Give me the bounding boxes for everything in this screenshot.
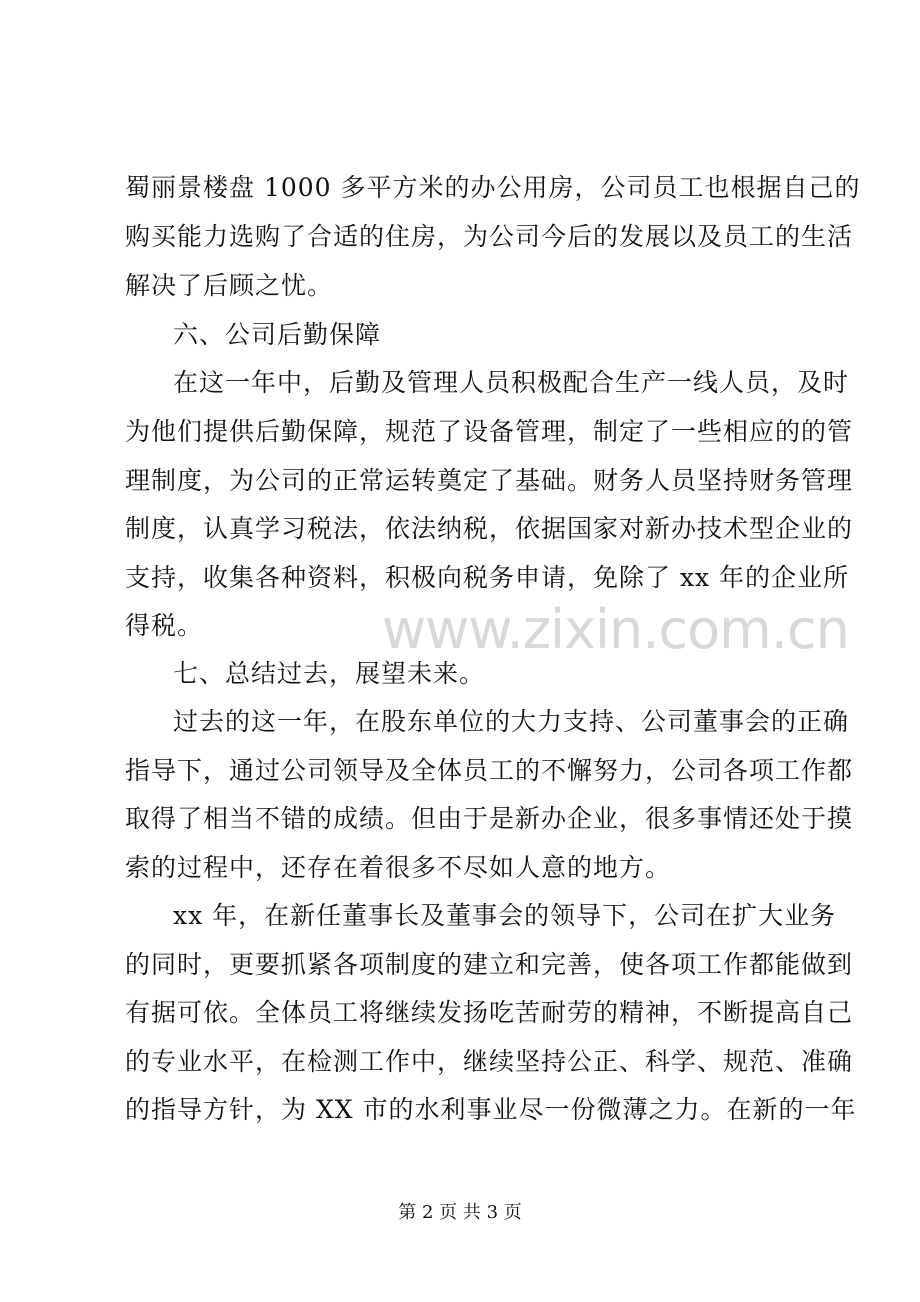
text-line: 得税。 xyxy=(125,611,204,640)
text-line: 过去的这一年，在股东单位的大力支持、公司董事会的正确 xyxy=(173,707,850,736)
text-line: 理制度，为公司的正常运转奠定了基础。财务人员坚持财务管理 xyxy=(125,466,854,495)
text-line: 为他们提供后勤保障，规范了设备管理，制定了一些相应的的管 xyxy=(125,417,854,446)
text-line: 蜀丽景楼盘 1000 多平方米的办公用房，公司员工也根据自己的 xyxy=(125,173,861,202)
text-line: 指导下，通过公司领导及全体员工的不懈努力，公司各项工作都 xyxy=(125,756,854,785)
text-line: 制度，认真学习税法，依法纳税，依据国家对新办技术型企业的 xyxy=(125,514,854,543)
text-line: 解决了后顾之忧。 xyxy=(125,271,334,300)
text-line: 支持，收集各种资料，积极向税务申请，免除了 xx 年的企业所 xyxy=(125,563,850,592)
text-line: 取得了相当不错的成绩。但由于是新办企业，很多事情还处于摸 xyxy=(125,804,854,833)
text-line: 的指导方针，为 XX 市的水利事业尽一份微薄之力。在新的一年 xyxy=(125,1095,857,1124)
text-line: 的同时，更要抓紧各项制度的建立和完善，使各项工作都能做到 xyxy=(125,950,854,979)
section-heading: 七、总结过去，展望未来。 xyxy=(173,659,486,688)
text-line: 购买能力选购了合适的住房，为公司今后的发展以及员工的生活 xyxy=(125,222,854,251)
page-number-footer: 第 2 页 共 3 页 xyxy=(398,1202,522,1223)
text-line: 索的过程中，还存在着很多不尽如人意的地方。 xyxy=(125,853,672,882)
text-line: xx 年，在新任董事长及董事会的领导下，公司在扩大业务 xyxy=(173,901,837,930)
text-line: 有据可依。全体员工将继续发扬吃苦耐劳的精神，不断提高自己 xyxy=(125,998,854,1027)
text-line: 在这一年中，后勤及管理人员积极配合生产一线人员，及时 xyxy=(173,368,850,397)
text-line: 的专业水平，在检测工作中，继续坚持公正、科学、规范、准确 xyxy=(125,1047,854,1076)
section-heading: 六、公司后勤保障 xyxy=(173,320,382,349)
watermark: www.zixin.com.cn xyxy=(382,598,849,661)
